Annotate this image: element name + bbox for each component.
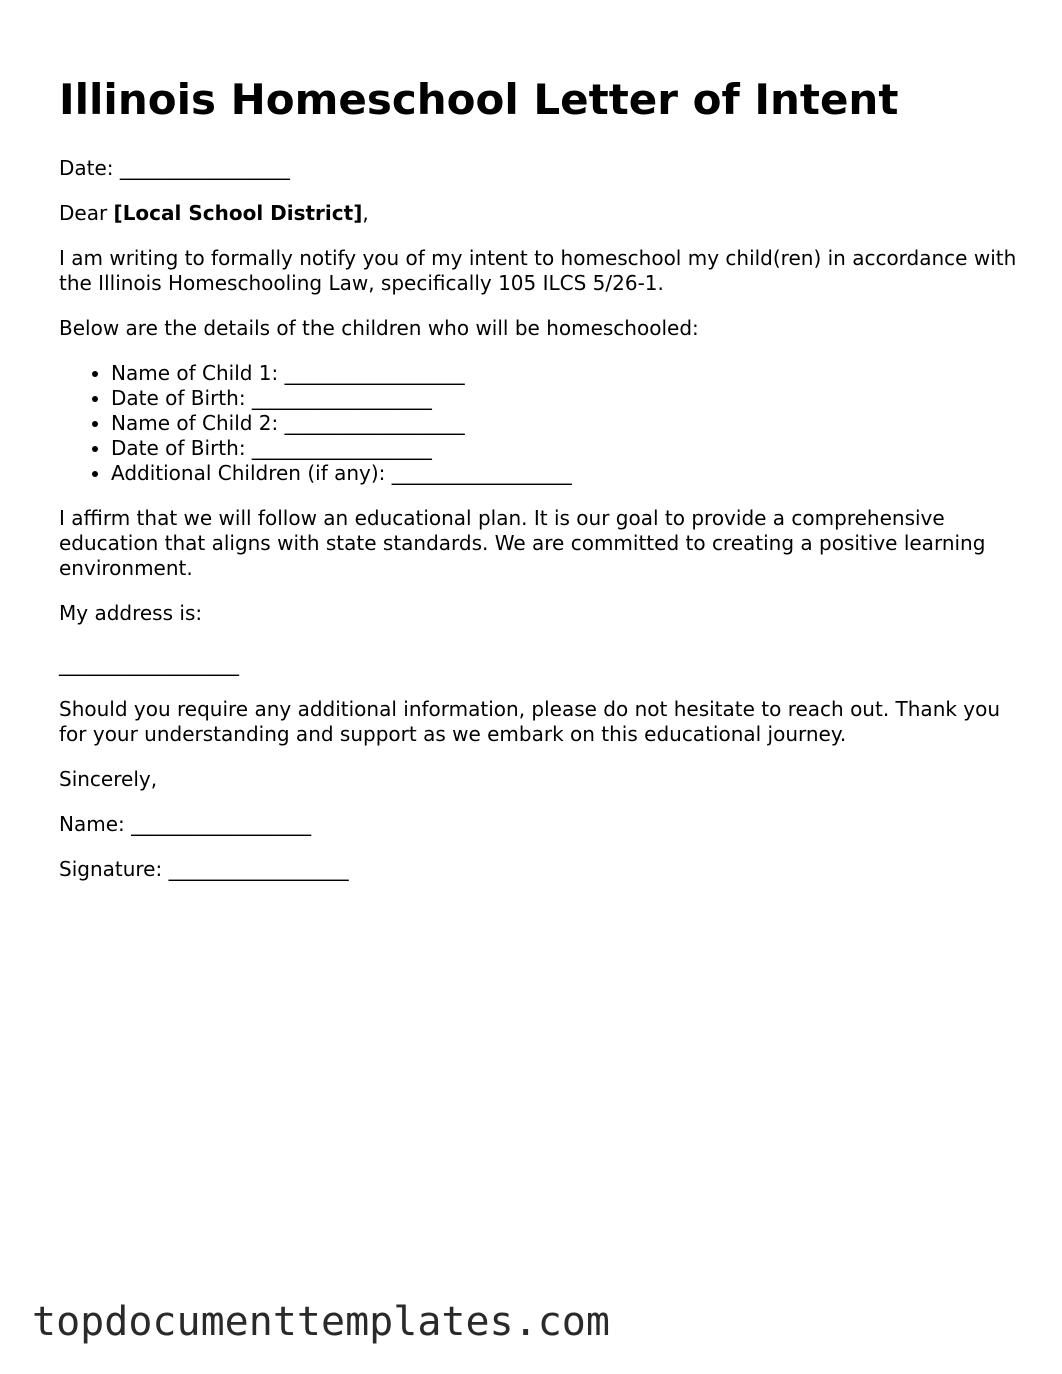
signature-line: Signature: __________________	[59, 857, 349, 881]
name-line: Name: __________________	[59, 812, 312, 836]
children-list	[59, 361, 1019, 486]
closing-paragraph: Should you require any additional information, please do not hesitate to reach out. Thank you for your understanding and support as we embark on this educational journey.	[59, 697, 1001, 746]
list-item-child-2-name: • Name of Child 2: __________________	[111, 411, 1019, 436]
list-item-child-2-dob: • Date of Birth: __________________	[111, 436, 1019, 461]
affirmation-paragraph: I affirm that we will follow an educational plan. It is our goal to provide a comprehensive education that aligns with state standards. We are committed to creating a positive learning environment.	[59, 506, 986, 580]
letter-document	[59, 72, 1019, 902]
document-title: Illinois Homeschool Letter of Intent	[59, 75, 899, 124]
sign-off: Sincerely,	[59, 767, 158, 791]
list-item-child-1-dob: • Date of Birth: __________________	[111, 386, 1019, 411]
salutation	[59, 201, 1019, 226]
list-item-child-1-name: • Name of Child 1: __________________	[111, 361, 1019, 386]
children-intro: Below are the details of the children who will be homeschooled:	[59, 316, 699, 340]
date-line: Date: _________________	[59, 156, 290, 180]
watermark-text: topdocumenttemplates.com	[32, 1299, 610, 1345]
salutation-recipient: [Local School District]	[113, 201, 363, 225]
list-item-additional-children: • Additional Children (if any): __________________	[111, 461, 1019, 486]
salutation-prefix: Dear	[59, 201, 114, 225]
address-blank: __________________	[59, 652, 239, 676]
address-label: My address is:	[59, 601, 203, 625]
salutation-suffix: ,	[362, 201, 369, 225]
intro-paragraph: I am writing to formally notify you of my intent to homeschool my child(ren) in accordance with the Illinois Homeschooling Law, specifically 105 ILCS 5/26-1.	[59, 246, 1017, 295]
